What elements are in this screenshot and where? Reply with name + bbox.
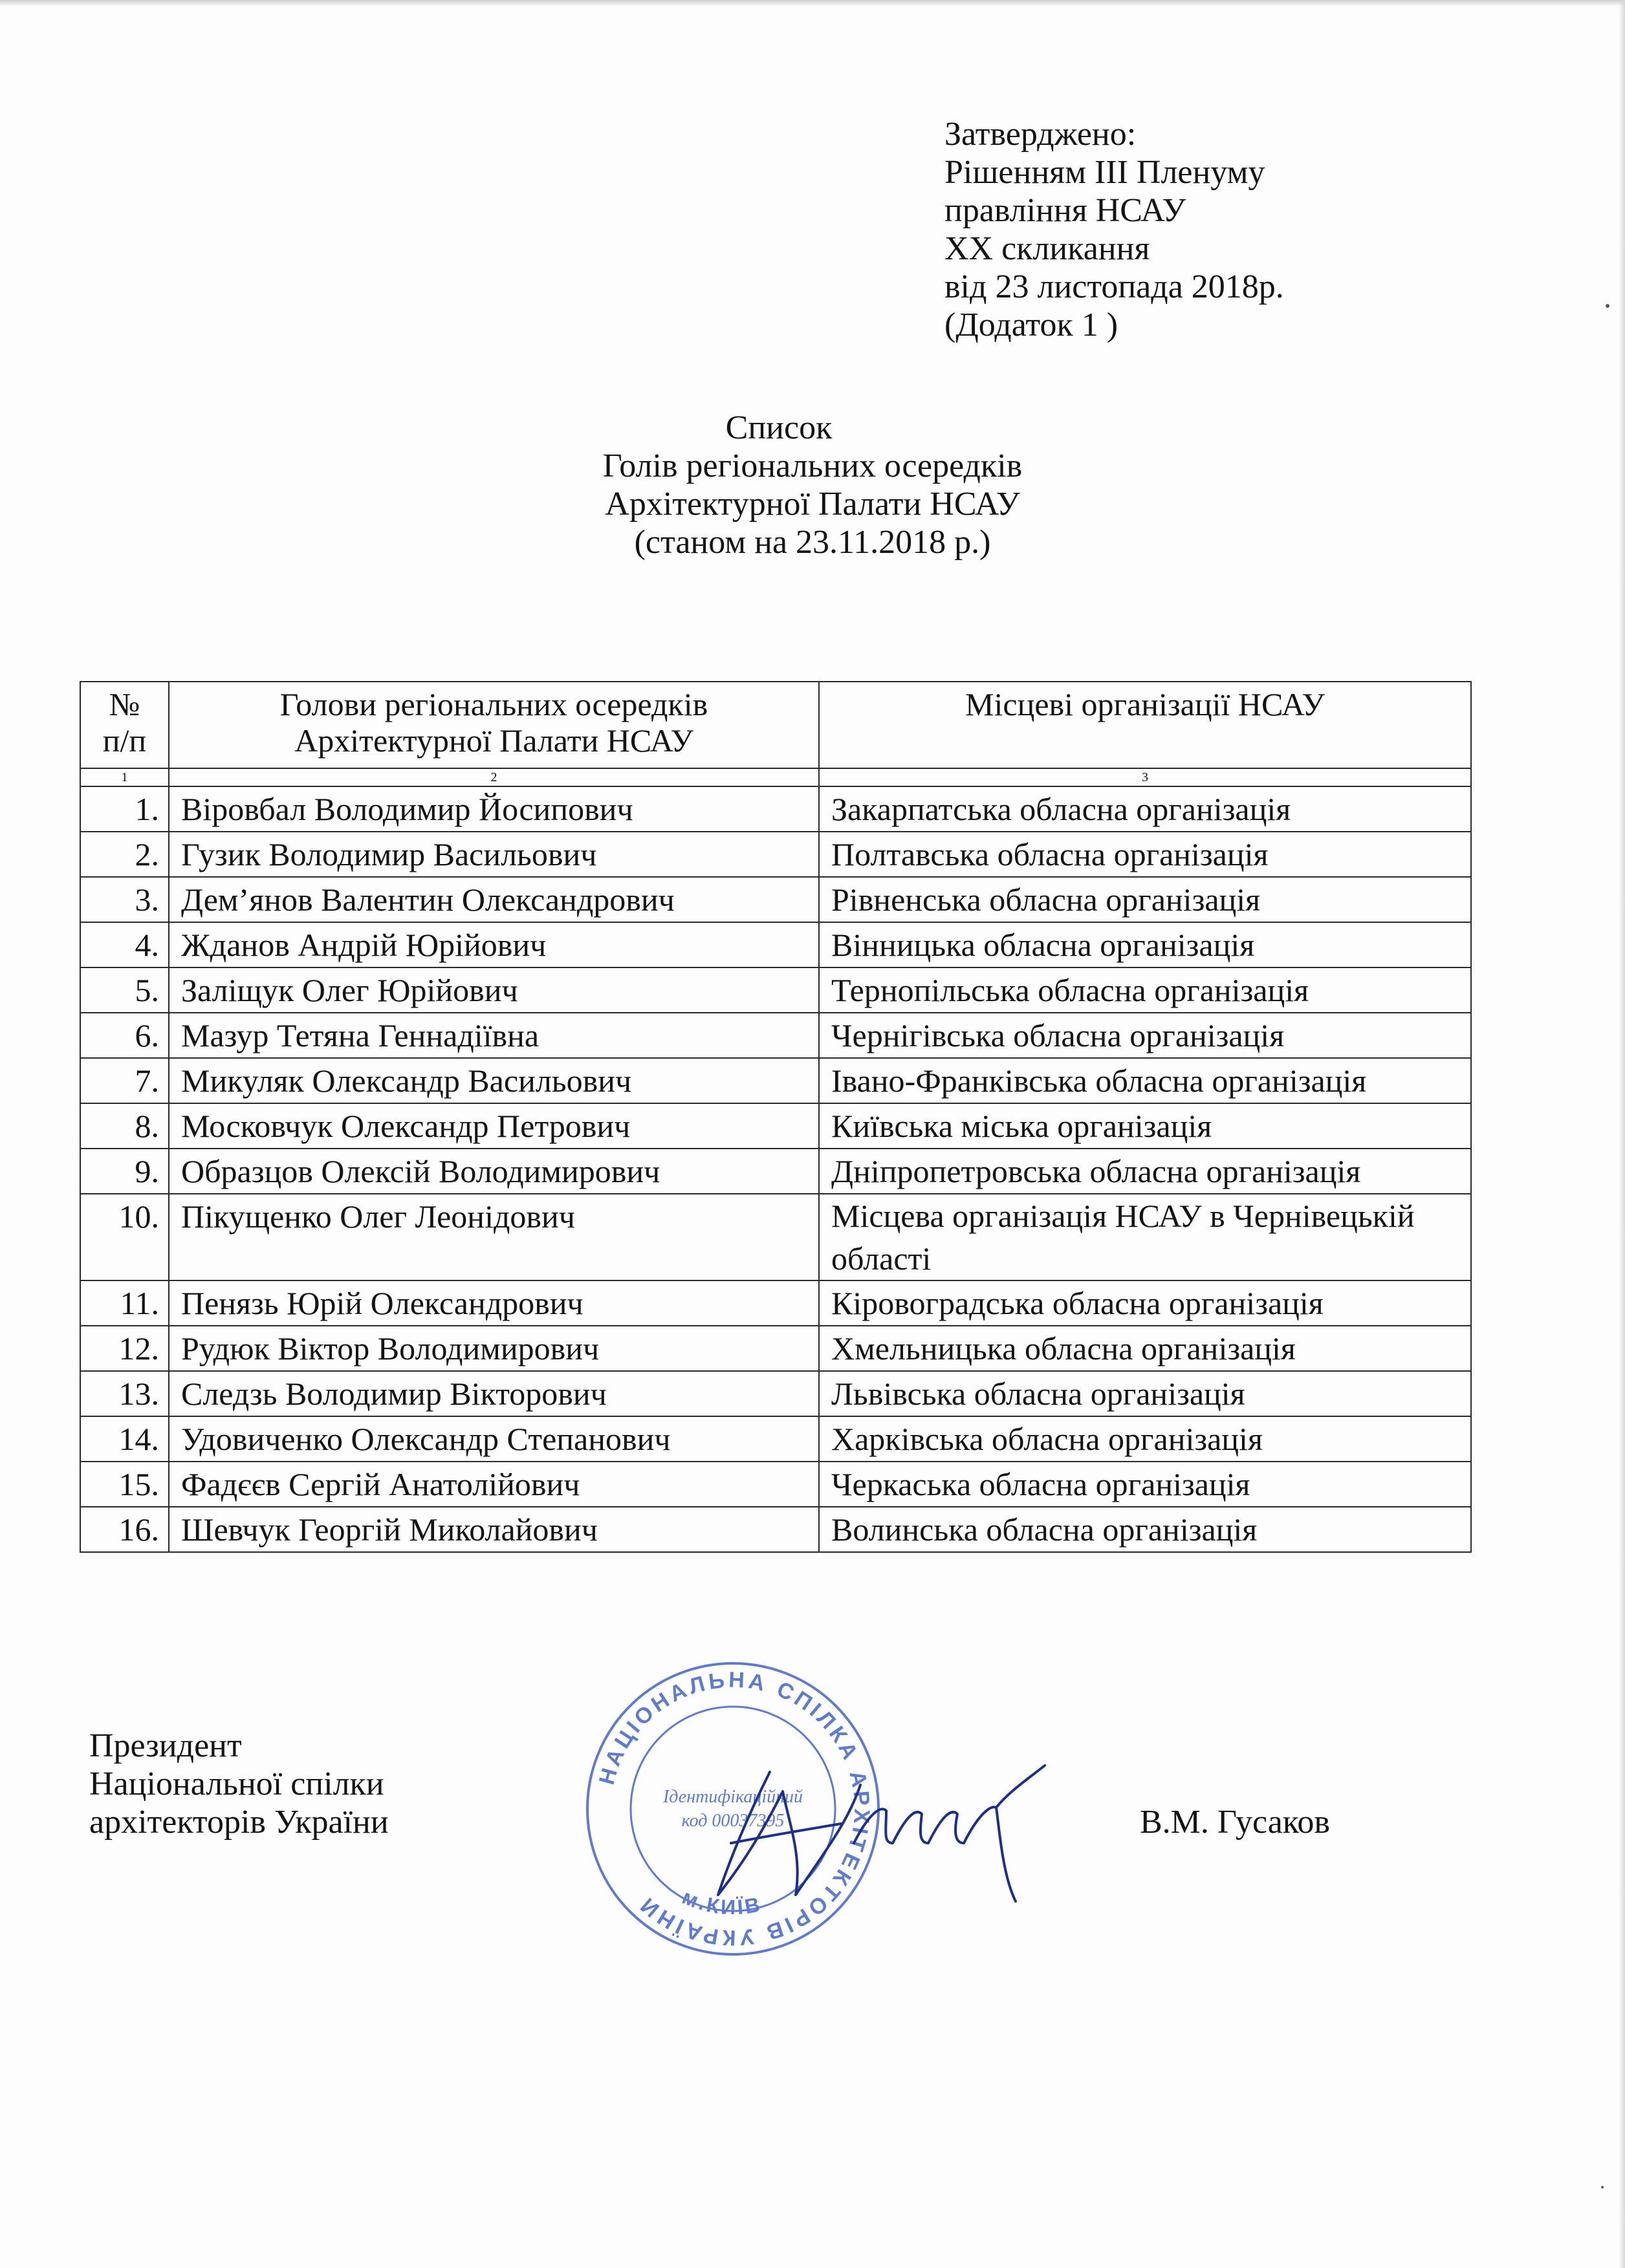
local-organization: Рівненська обласна організація xyxy=(819,877,1471,922)
row-number: 8. xyxy=(80,1103,169,1149)
row-number: 15. xyxy=(80,1462,169,1507)
row-number: 2. xyxy=(80,832,169,877)
row-number: 16. xyxy=(80,1507,169,1552)
scan-edge-right xyxy=(1619,0,1625,2268)
document-title xyxy=(0,409,1625,561)
local-organization: Львівська обласна організація xyxy=(819,1371,1471,1416)
head-name: Віровбал Володимир Йосипович xyxy=(169,786,819,832)
table-row xyxy=(80,1103,1471,1149)
header-orgs: Місцеві організації НСАУ xyxy=(819,682,1471,768)
head-name: Мазур Тетяна Геннадіївна xyxy=(169,1013,819,1058)
table-row xyxy=(80,1371,1471,1416)
row-number: 10. xyxy=(80,1194,169,1280)
local-organization: Дніпропетровська обласна організація xyxy=(819,1149,1471,1194)
head-name: Московчук Олександр Петрович xyxy=(169,1103,819,1149)
local-organization: Харківська обласна організація xyxy=(819,1416,1471,1462)
row-number: 5. xyxy=(80,967,169,1013)
svg-text:Ідентифікаційний: Ідентифікаційний xyxy=(662,1787,803,1807)
table-row xyxy=(80,1416,1471,1462)
row-number: 11. xyxy=(80,1280,169,1326)
head-name: Фадєєв Сергій Анатолійович xyxy=(169,1462,819,1507)
head-name: Шевчук Георгій Миколайович xyxy=(169,1507,819,1552)
approval-line: XX скликання xyxy=(944,230,1150,267)
column-number: 3 xyxy=(819,768,1471,786)
approval-line: Затверджено: xyxy=(944,116,1137,153)
svg-text:НАЦІОНАЛЬНА СПІЛКА АРХІТЕКТОРІ: НАЦІОНАЛЬНА СПІЛКА АРХІТЕКТОРІВ УКРАЇНИ xyxy=(594,1667,875,1950)
table-row xyxy=(80,922,1471,967)
table-row xyxy=(80,877,1471,922)
head-name: Гузик Володимир Васильович xyxy=(169,832,819,877)
table-row xyxy=(80,786,1471,832)
head-name: Следзь Володимир Вікторович xyxy=(169,1371,819,1416)
approval-line: Рішенням III Пленуму xyxy=(944,154,1265,191)
local-organization: Кіровоградська обласна організація xyxy=(819,1280,1471,1326)
local-organization: Полтавська обласна організація xyxy=(819,832,1471,877)
column-number: 2 xyxy=(169,768,819,786)
column-number-row xyxy=(80,768,1471,786)
head-name: Микуляк Олександр Васильович xyxy=(169,1058,819,1103)
row-number: 14. xyxy=(80,1416,169,1462)
local-organization: Закарпатська обласна організація xyxy=(819,786,1471,832)
scan-speck xyxy=(1606,304,1609,308)
header-heads: Голови регіональних осередків Архітектурної Палати НСАУ xyxy=(169,682,819,768)
title-line: Голів регіональних осередків xyxy=(602,448,1023,484)
head-name: Жданов Андрій Юрійович xyxy=(169,922,819,967)
row-number: 6. xyxy=(80,1013,169,1058)
approval-line: (Додаток 1 ) xyxy=(944,307,1118,343)
table-row xyxy=(80,832,1471,877)
local-organization: Вінницька обласна організація xyxy=(819,922,1471,967)
handwritten-signature xyxy=(692,1746,1054,1914)
table-body xyxy=(80,786,1471,1552)
row-number: 4. xyxy=(80,922,169,967)
head-name: Дем’янов Валентин Олександрович xyxy=(169,877,819,922)
local-organization: Чернігівська обласна організація xyxy=(819,1013,1471,1058)
table-row xyxy=(80,1013,1471,1058)
local-organization: Івано-Франківська обласна організація xyxy=(819,1058,1471,1103)
head-name: Рудюк Віктор Володимирович xyxy=(169,1326,819,1371)
head-name: Удовиченко Олександр Степанович xyxy=(169,1416,819,1462)
scan-speck xyxy=(1601,2186,1604,2188)
header-num: № п/п xyxy=(80,682,169,768)
svg-text:м.КИЇВ: м.КИЇВ xyxy=(679,1885,765,1919)
signatory-title: Президент Національної спілки архітекторів України xyxy=(89,1727,389,1841)
row-number: 13. xyxy=(80,1371,169,1416)
row-number: 9. xyxy=(80,1149,169,1194)
row-number: 12. xyxy=(80,1326,169,1371)
table-row xyxy=(80,1507,1471,1552)
approval-block xyxy=(944,115,1284,344)
head-name: Пенязь Юрій Олександрович xyxy=(169,1280,819,1326)
table-row xyxy=(80,1326,1471,1371)
table-row xyxy=(80,967,1471,1013)
title-line: Архітектурної Палати НСАУ xyxy=(605,486,1020,523)
table-row xyxy=(80,1280,1471,1326)
svg-text:код 00037395: код 00037395 xyxy=(681,1811,785,1831)
local-organization: Хмельницька обласна організація xyxy=(819,1326,1471,1371)
title-line: Список xyxy=(725,409,833,446)
column-number: 1 xyxy=(80,768,169,786)
local-organization: Київська міська організація xyxy=(819,1103,1471,1149)
table-row xyxy=(80,1462,1471,1507)
table-row xyxy=(80,1058,1471,1103)
local-organization: Черкаська обласна організація xyxy=(819,1462,1471,1507)
head-name: Образцов Олексій Володимирович xyxy=(169,1149,819,1194)
title-line: (станом на 23.11.2018 р.) xyxy=(634,524,991,561)
signatory-name: В.М. Гусаков xyxy=(1140,1804,1330,1841)
scan-edge-top xyxy=(0,0,1625,6)
head-name: Пікущенко Олег Леонідович xyxy=(169,1194,819,1280)
local-organization: Тернопільська обласна організація xyxy=(819,967,1471,1013)
table-header-row xyxy=(80,682,1471,768)
row-number: 7. xyxy=(80,1058,169,1103)
members-table xyxy=(80,681,1472,1553)
local-organization: Волинська обласна організація xyxy=(819,1507,1471,1552)
head-name: Заліщук Олег Юрійович xyxy=(169,967,819,1013)
approval-line: від 23 листопада 2018р. xyxy=(944,268,1284,305)
row-number: 1. xyxy=(80,786,169,832)
approval-line: правління НСАУ xyxy=(944,192,1186,229)
table-row xyxy=(80,1194,1471,1280)
row-number: 3. xyxy=(80,877,169,922)
local-organization: Місцева організація НСАУ в Чернівецькій області xyxy=(819,1194,1471,1280)
table-row xyxy=(80,1149,1471,1194)
